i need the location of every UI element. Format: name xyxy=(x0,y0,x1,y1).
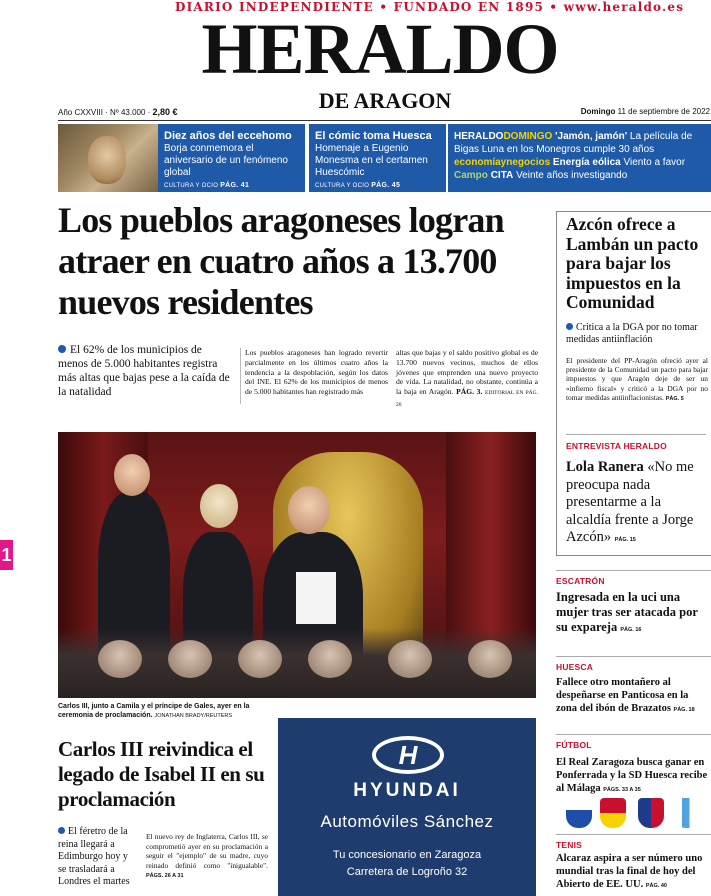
ad-tagline: Tu concesionario en Zaragoza xyxy=(332,849,482,861)
sidebar-body: El presidente del PP-Aragón ofreció ayer al presidente de la Comunidad un pacto para bajar impuestos y que Aragón deje de ser un «infierno fiscal» y criticó a la DGA por no tomar medidas antiinflacionistas. PÁG. 5 xyxy=(566,356,708,402)
team-crests xyxy=(566,798,706,828)
interview-kicker: ENTREVISTA HERALDO xyxy=(566,441,667,451)
lead-photo[interactable] xyxy=(58,432,536,698)
ad-brand: HYUNDAI xyxy=(353,780,461,801)
brief-divider xyxy=(556,734,711,735)
promo-ref: CULTURA Y OCIO PÁG. 41 xyxy=(164,182,250,189)
main-editorial-ref[interactable]: EDITORIAL EN PÁG. 20 xyxy=(396,390,538,408)
issue-date xyxy=(560,107,710,116)
column-divider xyxy=(240,348,241,404)
secondary-headline[interactable]: Carlos III reivindica el legado de Isabel II en su proclamación xyxy=(58,737,265,811)
malaga-crest-icon xyxy=(674,798,700,828)
zaragoza-crest-icon xyxy=(566,798,592,828)
photo-credit: JONATHAN BRADY/REUTERS xyxy=(154,713,233,719)
huesca-crest-icon xyxy=(638,798,664,828)
promo-title: Diez años del eccehomo xyxy=(164,130,292,142)
promo-brand: HERALDO xyxy=(454,131,504,142)
secondary-body: El nuevo rey de Inglaterra, Carlos III, se comprometió ayer en su proclamación a seguir el "ejemplo" de su madre, cuyo reinado definió como "inigualable". PÁGS. 26 A 31 xyxy=(146,832,268,880)
photo-figure-head xyxy=(200,484,238,528)
interview-headline[interactable] xyxy=(566,459,708,550)
brief-headline[interactable]: Alcaraz aspira a ser número uno mundial tras la final de hoy del Abierto de EE. UU. PÁG. 40 xyxy=(556,853,703,890)
brief-page-ref: PÁG. 16 xyxy=(620,627,642,633)
sidebar-divider xyxy=(566,434,706,435)
brief-kicker: TENIS xyxy=(556,840,583,850)
promo-brand-economia: economíaynegocios xyxy=(454,157,551,168)
sidebar-subheadline: Critica a la DGA por no tomar medidas antiinflación xyxy=(566,322,698,345)
fresco-face xyxy=(88,136,126,184)
ad-dealer: Automóviles Sánchez xyxy=(320,812,494,831)
masthead-tagline: DIARIO INDEPENDIENTE • FUNDADO EN 1895 • www.heraldo.es xyxy=(175,0,685,14)
brief-kicker: HUESCA xyxy=(556,662,594,672)
newspaper-logo[interactable]: HERALDO xyxy=(201,9,559,89)
promo-title: CITA xyxy=(490,170,514,181)
newspaper-logo-subtitle: DE ARAGON xyxy=(318,88,452,113)
promo-title: Energía eólica xyxy=(552,157,621,168)
bullet-icon xyxy=(58,827,65,834)
brief-headline[interactable]: Ingresada en la uci una mujer tras ser atacada por su expareja PÁG. 16 xyxy=(556,590,698,634)
brief-headline[interactable]: Fallece otro montañero al despeñarse en Panticosa en la zona del ibón de Brazatos PÁG. 18 xyxy=(556,677,695,714)
promo-ref: CULTURA Y OCIO PÁG. 45 xyxy=(315,182,401,189)
interview-name: Lola Ranera xyxy=(566,459,644,475)
photo-caption: Carlos III, junto a Camila y el príncipe de Gales, ayer en la ceremonia de proclamación. JONATHAN BRADY/REUTERS xyxy=(58,703,250,719)
photo-figure-head xyxy=(114,454,150,496)
main-body-column-2: altas que bajas y el saldo positivo global es de 13.700 nuevos vecinos, muchos de ellos jóvenes que emprenden una nuevo proyecto de vida. La natalidad, no obstante, continúa a la baja en Aragón. PÁG. 3. EDITORIAL EN PÁG. 20 xyxy=(396,348,538,408)
promo-item-supplements[interactable] xyxy=(448,124,711,192)
bullet-icon xyxy=(58,345,66,353)
promo-item-eccehomo[interactable] xyxy=(158,124,305,192)
ad-address: Carretera de Logroño 32 xyxy=(346,866,468,878)
brief-divider xyxy=(556,834,711,835)
promo-thumbnail-image[interactable] xyxy=(58,124,158,192)
photo-figure-head xyxy=(288,486,330,534)
secondary-page-ref[interactable]: PÁGS. 26 A 31 xyxy=(146,873,184,880)
main-page-ref[interactable]: PÁG. 3. xyxy=(456,387,483,397)
brief-headline[interactable]: El Real Zaragoza busca ganar en Ponferrada y la SD Huesca recibe al Málaga PÁGS. 33 A 35 xyxy=(556,757,708,794)
issue-number: Año CXXVIII · Nº 43.000 · xyxy=(58,108,151,117)
brief-page-ref: PÁGS. 33 A 35 xyxy=(603,787,641,793)
page-edge-marker: 1 xyxy=(0,540,13,570)
promo-item-comic[interactable] xyxy=(309,124,446,192)
brief-divider xyxy=(556,570,711,571)
issue-date-text: 11 de septiembre de 2022 xyxy=(617,107,710,116)
sidebar-headline[interactable]: Azcón ofrece a Lambán un pacto para bajar los impuestos en la Comunidad xyxy=(566,214,699,312)
interview-page-ref[interactable]: PÁG. 15 xyxy=(614,537,636,543)
hyundai-logo-icon xyxy=(372,736,444,774)
secondary-subheadline: El féretro de la reina llegará a Edimburgo hoy y se trasladará a Londres el martes xyxy=(58,826,130,887)
sidebar-page-ref[interactable]: PÁG. 5 xyxy=(665,395,684,402)
main-subheadline: El 62% de los municipios de menos de 5.000 habitantes registra más altas que bajas pese a la caída de la natalidad xyxy=(58,344,230,398)
promo-brand-campo: Campo xyxy=(454,170,488,181)
promo-title: El cómic toma Huesca xyxy=(315,130,432,142)
issue-info xyxy=(58,107,178,117)
main-body-column-1: Los pueblos aragoneses han logrado revertir parcialmente en los últimos cuatro años la tendencia a la despoblación, según los datos del INE. El 62% de los municipios de menos de 5.000 habitantes han registrado más xyxy=(245,348,388,397)
brief-kicker: FÚTBOL xyxy=(556,740,592,750)
promo-desc: La película de Bigas Luna en los Monegros cumple 30 años xyxy=(454,131,693,155)
issue-price: 2,80 € xyxy=(152,107,178,117)
photo-crowd xyxy=(58,628,536,698)
issue-day: Domingo xyxy=(580,107,616,116)
photo-document xyxy=(296,572,336,624)
promo-desc: Borja conmemora el aniversario de un fenómeno global xyxy=(164,143,288,178)
promo-desc: Homenaje a Eugenio Monesma en el certamen Huescómic xyxy=(315,143,428,178)
masthead-divider xyxy=(58,120,711,121)
hyundai-advertisement[interactable] xyxy=(278,718,536,896)
brief-page-ref: PÁG. 18 xyxy=(673,707,695,713)
promo-desc: Veinte años investigando xyxy=(516,170,628,181)
interview-quote: «No me preocupa nada presentarme a la alcaldía frente a Jorge Azcón» xyxy=(566,459,694,545)
promo-title: 'Jamón, jamón' xyxy=(555,131,628,142)
ponferradina-crest-icon xyxy=(600,798,626,828)
promo-desc: Viento a favor xyxy=(623,157,686,168)
promo-brand-sub: DOMINGO xyxy=(503,131,553,142)
brief-divider xyxy=(556,656,711,657)
main-headline[interactable]: Los pueblos aragoneses logran atraer en cuatro años a 13.700 nuevos residentes xyxy=(58,200,504,322)
brief-kicker: ESCATRÓN xyxy=(556,576,605,586)
brief-page-ref: PÁG. 40 xyxy=(645,883,667,889)
bullet-icon xyxy=(566,323,573,330)
